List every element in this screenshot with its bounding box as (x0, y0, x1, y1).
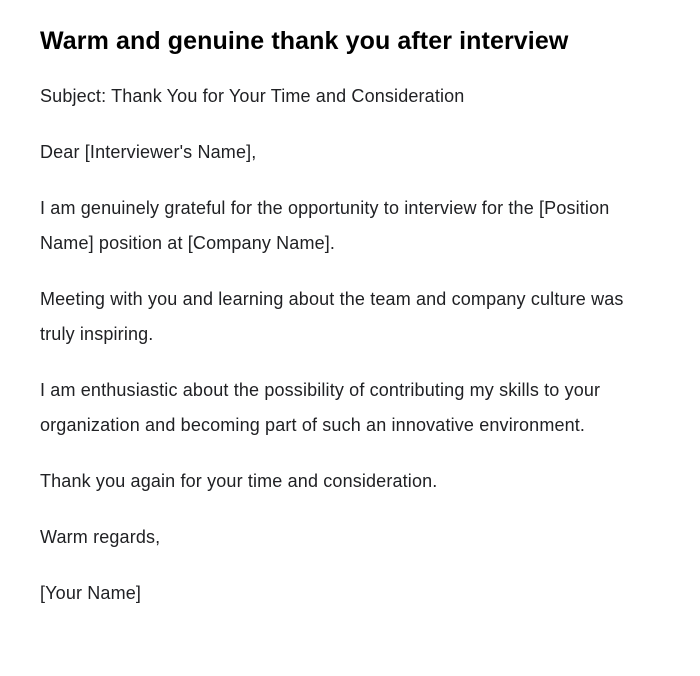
paragraph-gratitude: I am genuinely grateful for the opportunity to interview for the [Position Name] position at [Company Name]. (40, 198, 610, 254)
salutation-line: Dear [Interviewer's Name], (40, 142, 257, 163)
letter-body (40, 79, 660, 611)
paragraph-enthusiasm: I am enthusiastic about the possibility of contributing my skills to your organization and becoming part of such an innovative environment. (40, 380, 601, 436)
page-title: Warm and genuine thank you after interview (40, 27, 569, 55)
paragraph-meeting: Meeting with you and learning about the team and company culture was truly inspiring. (40, 289, 624, 345)
paragraph-thanks: Thank you again for your time and consideration. (40, 471, 438, 492)
signature-line: [Your Name] (40, 583, 142, 604)
closing-line: Warm regards, (40, 527, 161, 548)
subject-line: Subject: Thank You for Your Time and Consideration (40, 86, 465, 107)
